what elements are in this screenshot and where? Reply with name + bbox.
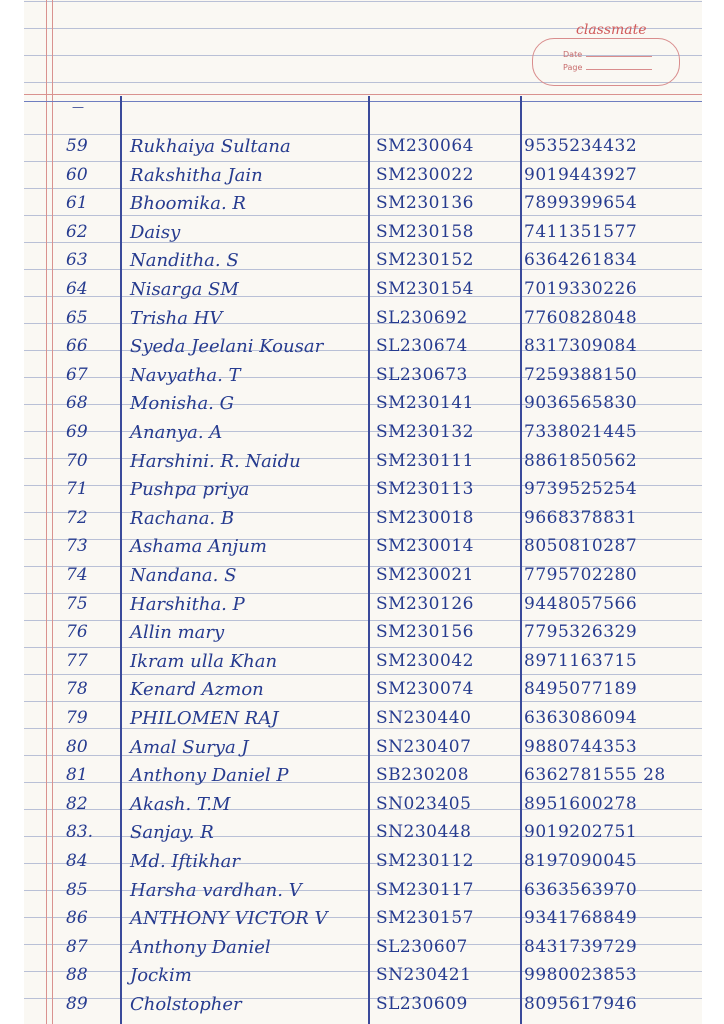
- student-id: SN230421: [376, 965, 472, 986]
- phone-number: 8050810287: [524, 536, 638, 557]
- student-name: Bhoomika. R: [130, 193, 246, 215]
- serial-number: 74: [66, 565, 88, 585]
- student-id: SM230152: [376, 250, 474, 271]
- serial-number: 84: [66, 851, 88, 871]
- table-row: [24, 308, 702, 338]
- student-id: SL230607: [376, 936, 468, 957]
- table-row: [24, 536, 702, 566]
- phone-number: 6363086094: [524, 708, 638, 728]
- student-name: Amal Surya J: [130, 736, 249, 758]
- serial-number: 59: [66, 136, 88, 156]
- student-name: Jockim: [130, 965, 192, 987]
- student-id: SM230126: [376, 593, 474, 614]
- student-name: Anthony Daniel P: [130, 765, 289, 787]
- student-name: Harshini. R. Naidu: [130, 450, 301, 472]
- student-name: Rukhaiya Sultana: [130, 136, 291, 157]
- phone-number: 9448057566: [524, 593, 638, 614]
- table-row: [24, 651, 702, 681]
- student-id: SN230440: [376, 708, 472, 728]
- student-id: SM230136: [376, 193, 474, 214]
- phone-number: 9019202751: [524, 822, 638, 843]
- student-id: SL230609: [376, 994, 468, 1014]
- student-id: SM230064: [376, 136, 474, 156]
- phone-number: 7338021445: [524, 422, 638, 442]
- notebook-page: [24, 0, 702, 1024]
- page-field: [563, 63, 652, 72]
- phone-number: 8495077189: [524, 679, 638, 700]
- date-label: Date: [563, 50, 583, 59]
- phone-number: 8197090045: [524, 851, 638, 871]
- phone-number: 8095617946: [524, 994, 638, 1014]
- student-id: SM230111: [376, 450, 474, 471]
- student-id: SM230042: [376, 650, 474, 671]
- table-row: [24, 136, 702, 166]
- table-row: [24, 336, 702, 366]
- phone-number: 6362781555 28: [524, 765, 666, 786]
- table-row: [24, 937, 702, 967]
- phone-number: 7899399654: [524, 193, 638, 214]
- serial-number: 88: [66, 965, 88, 986]
- phone-number: 9880744353: [524, 736, 638, 757]
- serial-number: 79: [66, 708, 88, 728]
- student-id: SL230674: [376, 336, 468, 357]
- table-row: [24, 679, 702, 709]
- table-row: [24, 565, 702, 595]
- table-row: [24, 365, 702, 395]
- student-id: SM230018: [376, 507, 474, 528]
- table-row: [24, 165, 702, 195]
- table-row: [24, 880, 702, 910]
- table-row: [24, 822, 702, 852]
- serial-number: 85: [66, 879, 88, 900]
- student-name: Rakshitha Jain: [130, 164, 263, 186]
- student-id: SM230112: [376, 851, 474, 871]
- table-row: [24, 708, 702, 738]
- serial-number: 61: [66, 193, 88, 214]
- table-row: [24, 622, 702, 652]
- student-name: Syeda Jeelani Kousar: [130, 336, 324, 358]
- student-id: SN023405: [376, 793, 472, 814]
- student-id: SM230021: [376, 565, 474, 585]
- student-name: Akash. T.M: [130, 793, 231, 815]
- serial-number: 75: [66, 593, 88, 614]
- phone-number: 9019443927: [524, 164, 638, 185]
- student-id: SM230141: [376, 393, 474, 414]
- brand-logo: classmate: [576, 22, 647, 38]
- student-id: SM230158: [376, 221, 474, 242]
- table-row: [24, 479, 702, 509]
- date-field: [563, 50, 652, 59]
- table-row: [24, 222, 702, 252]
- phone-number: 8971163715: [524, 650, 638, 671]
- serial-number: 66: [66, 336, 88, 357]
- student-name: Sanjay. R: [130, 822, 214, 844]
- phone-number: 9980023853: [524, 965, 638, 986]
- phone-number: 9341768849: [524, 908, 638, 929]
- phone-number: 7411351577: [524, 221, 638, 242]
- student-name: Harshitha. P: [130, 593, 245, 615]
- student-id: SM230154: [376, 279, 474, 299]
- serial-number: 73: [66, 536, 88, 557]
- student-name: Pushpa priya: [130, 479, 250, 501]
- student-id: SM230113: [376, 479, 474, 500]
- serial-number: 69: [66, 422, 88, 442]
- serial-number: 89: [66, 994, 88, 1014]
- table-top-rule: [24, 94, 702, 95]
- student-id: SM230156: [376, 622, 474, 643]
- table-row: [24, 193, 702, 223]
- table-row: [24, 765, 702, 795]
- serial-number: 62: [66, 221, 88, 242]
- student-name: Rachana. B: [130, 507, 235, 529]
- student-name: Md. Iftikhar: [130, 851, 240, 872]
- table-row: [24, 794, 702, 824]
- serial-number: 65: [66, 307, 88, 328]
- student-name: Monisha. G: [130, 393, 235, 415]
- student-id: SM230157: [376, 908, 474, 929]
- student-name: Nisarga SM: [130, 279, 239, 300]
- phone-number: 9668378831: [524, 507, 638, 528]
- table-row: [24, 851, 702, 881]
- phone-number: 9535234432: [524, 136, 638, 156]
- student-name: ANTHONY VICTOR V: [130, 908, 328, 930]
- student-name: Navyatha. T: [130, 364, 241, 386]
- serial-number: 70: [66, 450, 88, 471]
- student-name: Ananya. A: [130, 422, 223, 443]
- student-name: Kenard Azmon: [130, 679, 264, 701]
- table-row: [24, 279, 702, 309]
- phone-number: 8951600278: [524, 793, 638, 814]
- table-row: [24, 994, 702, 1024]
- serial-number: 72: [66, 507, 88, 528]
- phone-number: 9036565830: [524, 393, 638, 414]
- serial-number: 63: [66, 250, 88, 271]
- header-marker: —: [72, 100, 84, 114]
- table-row: [24, 594, 702, 624]
- student-id: SN230448: [376, 822, 472, 843]
- student-id: SL230673: [376, 364, 468, 385]
- phone-number: 7019330226: [524, 279, 638, 299]
- serial-number: 80: [66, 736, 88, 757]
- serial-number: 86: [66, 908, 88, 929]
- student-id: SM230014: [376, 536, 474, 557]
- phone-number: 6364261834: [524, 250, 638, 271]
- phone-number: 7795326329: [524, 622, 638, 643]
- serial-number: 78: [66, 679, 88, 700]
- table-row: [24, 422, 702, 452]
- phone-number: 9739525254: [524, 479, 638, 500]
- phone-number: 7760828048: [524, 307, 638, 328]
- student-name: Anthony Daniel: [130, 936, 271, 958]
- student-id: SM230074: [376, 679, 474, 700]
- serial-number: 68: [66, 393, 88, 414]
- date-page-stamp: [532, 38, 680, 86]
- table-row: [24, 965, 702, 995]
- serial-number: 77: [66, 650, 88, 671]
- phone-number: 8431739729: [524, 936, 638, 957]
- student-id: SB230208: [376, 765, 470, 786]
- table-row: [24, 908, 702, 938]
- student-name: Nanditha. S: [130, 250, 239, 272]
- student-name: Harsha vardhan. V: [130, 879, 302, 901]
- student-name: Trisha HV: [130, 307, 223, 329]
- serial-number: 82: [66, 793, 88, 814]
- serial-number: 81: [66, 765, 88, 786]
- table-row: [24, 393, 702, 423]
- student-id: SM230132: [376, 422, 474, 442]
- student-name: Nandana. S: [130, 565, 237, 586]
- student-id: SN230407: [376, 736, 472, 757]
- table-header-rule: [24, 101, 702, 102]
- student-id: SL230692: [376, 307, 468, 328]
- student-name: Allin mary: [130, 622, 225, 644]
- serial-number: 67: [66, 364, 88, 385]
- student-name: Ikram ulla Khan: [130, 650, 278, 672]
- student-id: SM230117: [376, 879, 474, 900]
- phone-number: 7795702280: [524, 565, 638, 585]
- serial-number: 64: [66, 279, 88, 299]
- student-id: SM230022: [376, 164, 474, 185]
- phone-number: 7259388150: [524, 364, 638, 385]
- table-row: [24, 250, 702, 280]
- phone-number: 8317309084: [524, 336, 638, 357]
- phone-number: 8861850562: [524, 450, 638, 471]
- student-name: PHILOMEN RAJ: [130, 708, 279, 729]
- serial-number: 83.: [66, 822, 94, 843]
- student-name: Daisy: [130, 221, 181, 243]
- phone-number: 6363563970: [524, 879, 638, 900]
- student-name: Cholstopher: [130, 994, 242, 1015]
- table-row: [24, 451, 702, 481]
- serial-number: 60: [66, 164, 88, 185]
- serial-number: 87: [66, 936, 88, 957]
- student-name: Ashama Anjum: [130, 536, 267, 558]
- serial-number: 71: [66, 479, 88, 500]
- page-label: Page: [563, 63, 583, 72]
- serial-number: 76: [66, 622, 88, 643]
- table-row: [24, 737, 702, 767]
- table-row: [24, 508, 702, 538]
